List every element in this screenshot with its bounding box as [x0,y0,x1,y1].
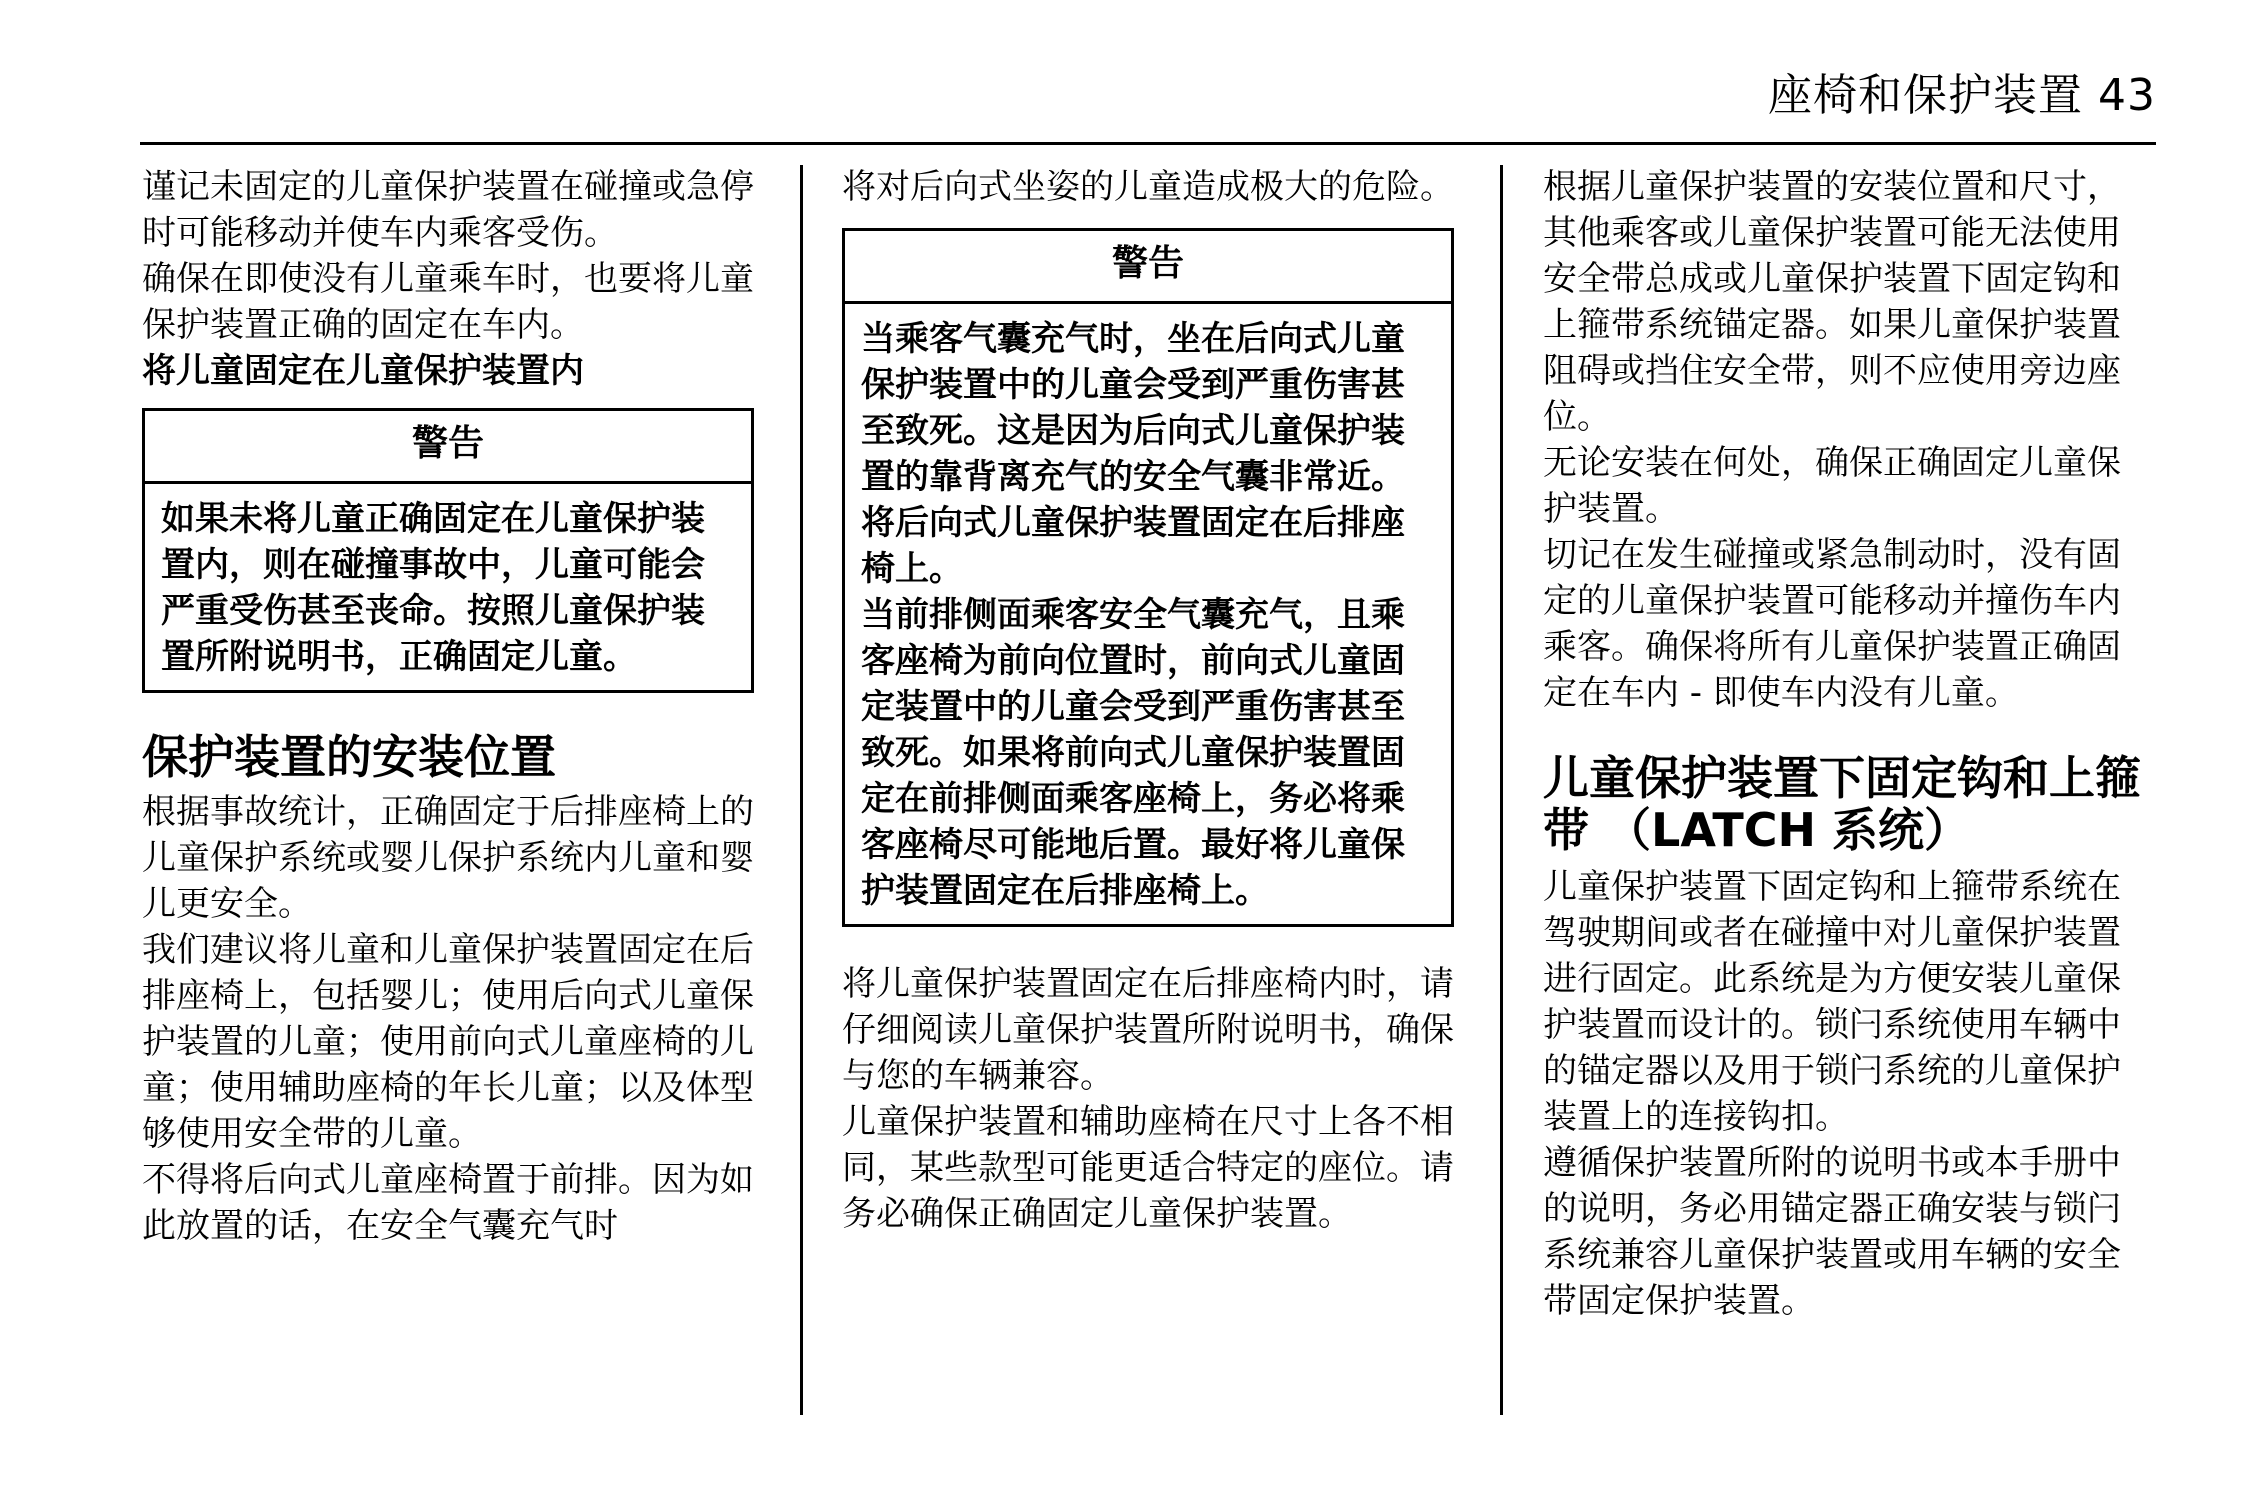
page-title: 座椅和保护装置 43 [1768,70,2156,121]
warning-text: 当前排侧面乘客安全气囊充气，且乘客座椅为前向位置时，前向式儿童固定装置中的儿童会受到严重伤害甚至致死。如果将前向式儿童保护装置固定在前排侧面乘客座椅上，务必将乘客座椅尽可能地后置。最好将儿童保护装置固定在后排座椅上。 [861,595,1405,911]
column-divider [1500,165,1503,1415]
column-divider [800,165,803,1415]
paragraph: 将儿童保护装置固定在后排座椅内时，请仔细阅读儿童保护装置所附说明书，确保与您的车辆兼容。 [842,964,1454,1096]
paragraph: 确保在即使没有儿童乘车时，也要将儿童保护装置正确的固定在车内。 [142,259,754,345]
warning-title: 警告 [845,231,1451,304]
paragraph: 无论安装在何处，确保正确固定儿童保护装置。 [1543,443,2121,529]
warning-text: 如果未将儿童正确固定在儿童保护装置内，则在碰撞事故中，儿童可能会严重受伤甚至丧命。按照儿童保护装置所附说明书，正确固定儿童。 [161,499,705,677]
warning-body [145,484,751,690]
paragraph: 切记在发生碰撞或紧急制动时，没有固定的儿童保护装置可能移动并撞伤车内乘客。确保将所有儿童保护装置正确固定在车内 - 即使车内没有儿童。 [1543,535,2121,713]
paragraph: 将对后向式坐姿的儿童造成极大的危险。 [842,167,1454,207]
paragraph: 儿童保护装置下固定钩和上箍带系统在驾驶期间或者在碰撞中对儿童保护装置进行固定。此系统是为方便安装儿童保护装置而设计的。锁闩系统使用车辆中的锚定器以及用于锁闩系统的儿童保护装置上的连接钩扣。 [1543,867,2121,1137]
paragraph: 根据儿童保护装置的安装位置和尺寸，其他乘客或儿童保护装置可能无法使用安全带总成或儿童保护装置下固定钩和上箍带系统锚定器。如果儿童保护装置阻碍或挡住安全带，则不应使用旁边座位。 [1543,167,2121,437]
paragraph: 遵循保护装置所附的说明书或本手册中的说明，务必用锚定器正确安装与锁闩系统兼容儿童保护装置或用车辆的安全带固定保护装置。 [1543,1143,2121,1321]
warning-box [842,228,1454,927]
section-heading: 儿童保护装置下固定钩和上箍带 （LATCH 系统） [1543,751,2141,857]
page-header [140,62,2156,145]
warning-box [142,408,754,693]
column-1 [142,164,754,1249]
section-heading: 保护装置的安装位置 [142,730,556,784]
warning-title: 警告 [145,411,751,484]
warning-body [845,304,1451,924]
paragraph: 谨记未固定的儿童保护装置在碰撞或急停时可能移动并使车内乘客受伤。 [142,167,754,253]
column-3 [1543,164,2153,1324]
paragraph: 不得将后向式儿童座椅置于前排。因为如此放置的话，在安全气囊充气时 [142,1160,754,1246]
warning-text: 当乘客气囊充气时，坐在后向式儿童保护装置中的儿童会受到严重伤害甚至致死。这是因为后向式儿童保护装置的靠背离充气的安全气囊非常近。将后向式儿童保护装置固定在后排座椅上。 [861,319,1405,589]
paragraph: 根据事故统计，正确固定于后排座椅上的儿童保护系统或婴儿保护系统内儿童和婴儿更安全。 [142,792,754,924]
subheading: 将儿童固定在儿童保护装置内 [142,351,584,391]
column-2 [842,164,1454,1237]
paragraph: 儿童保护装置和辅助座椅在尺寸上各不相同，某些款型可能更适合特定的座位。请务必确保正确固定儿童保护装置。 [842,1102,1454,1234]
paragraph: 我们建议将儿童和儿童保护装置固定在后排座椅上，包括婴儿；使用后向式儿童保护装置的儿童；使用前向式儿童座椅的儿童；使用辅助座椅的年长儿童；以及体型够使用安全带的儿童。 [142,930,754,1154]
